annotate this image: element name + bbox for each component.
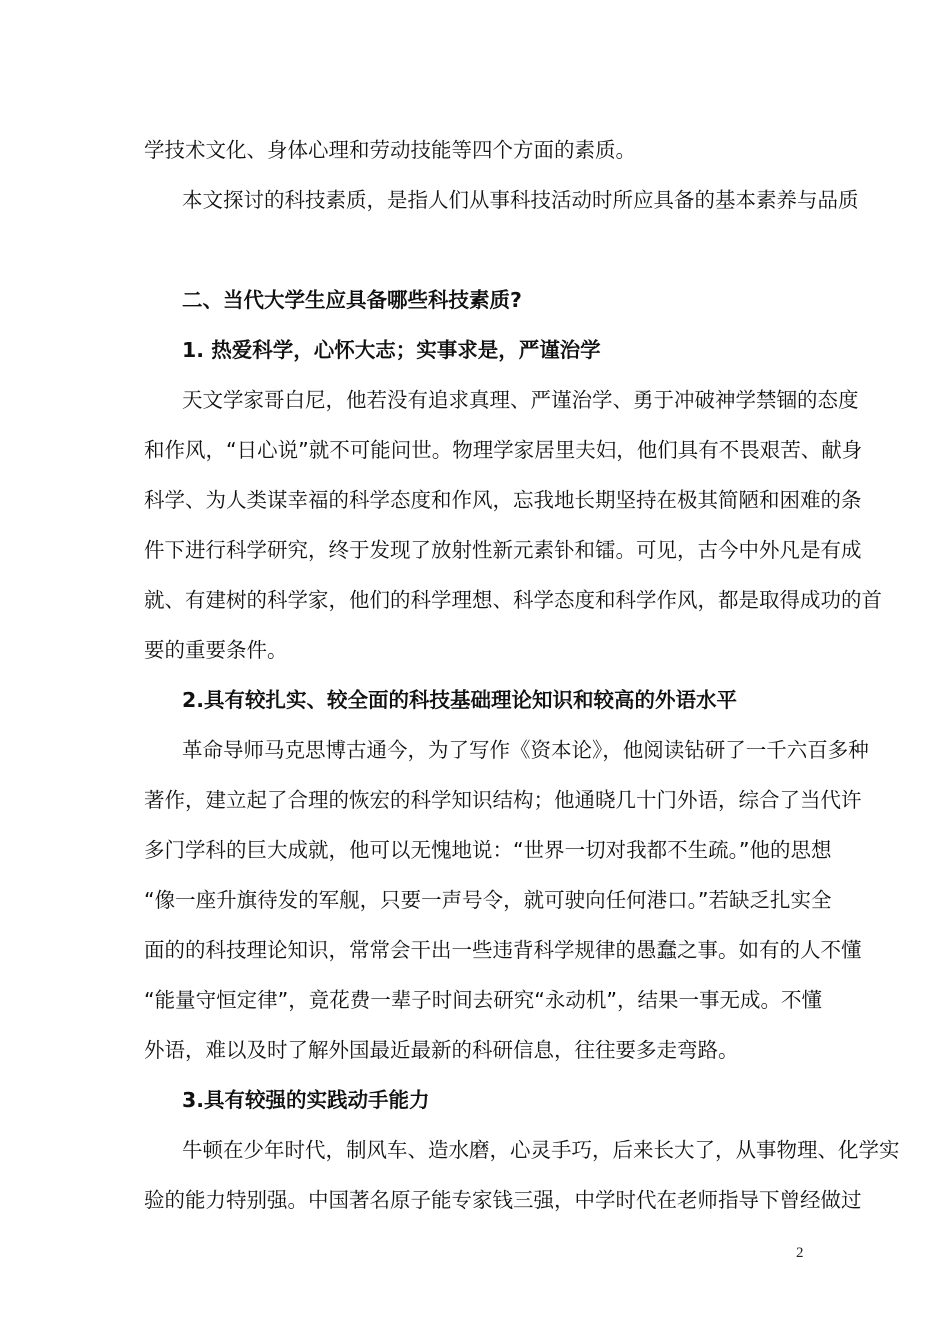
subsection-heading: 1. 热爱科学，心怀大志；实事求是，严谨治学	[182, 338, 601, 362]
paragraph-line: 外语，难以及时了解外国最近最新的科研信息，往往要多走弯路。	[144, 1038, 739, 1062]
subsection-heading: 3.具有较强的实践动手能力	[182, 1088, 430, 1112]
paragraph-line: 科学、为人类谋幸福的科学态度和作风，忘我地长期坚持在极其简陋和困难的条	[144, 488, 862, 512]
paragraph-line: 本文探讨的科技素质，是指人们从事科技活动时所应具备的基本素养与品质	[182, 188, 859, 212]
paragraph-line: 牛顿在少年时代，制风车、造水磨，心灵手巧，后来长大了，从事物理、化学实	[182, 1138, 900, 1162]
paragraph-line: 著作，建立起了合理的恢宏的科学知识结构；他通晓几十门外语，综合了当代许	[144, 788, 862, 812]
paragraph-line: “能量守恒定律”，竟花费一辈子时间去研究“永动机”，结果一事无成。不懂	[144, 988, 822, 1012]
paragraph-line: 和作风，“日心说”就不可能问世。物理学家居里夫妇，他们具有不畏艰苦、献身	[144, 438, 863, 462]
section-heading: 二、当代大学生应具备哪些科技素质?	[182, 288, 522, 312]
subsection-heading: 2.具有较扎实、较全面的科技基础理论知识和较高的外语水平	[182, 688, 738, 712]
paragraph-line: “像一座升旗待发的军舰，只要一声号令，就可驶向任何港口。”若缺乏扎实全	[144, 888, 832, 912]
paragraph-line: 验的能力特别强。中国著名原子能专家钱三强，中学时代在老师指导下曾经做过	[144, 1188, 862, 1212]
page-number: 2	[796, 1245, 804, 1261]
paragraph-line: 多门学科的巨大成就，他可以无愧地说：“世界一切对我都不生疏。”他的思想	[144, 838, 832, 862]
paragraph-line: 就、有建树的科学家，他们的科学理想、科学态度和科学作风，都是取得成功的首	[144, 588, 882, 612]
paragraph-line: 要的重要条件。	[144, 638, 288, 662]
paragraph-line: 面的的科技理论知识，常常会干出一些违背科学规律的愚蠢之事。如有的人不懂	[144, 938, 862, 962]
paragraph-line: 天文学家哥白尼，他若没有追求真理、严谨治学、勇于冲破神学禁锢的态度	[182, 388, 859, 412]
paragraph-line: 革命导师马克思博古通今，为了写作《资本论》，他阅读钻研了一千六百多种	[182, 738, 869, 762]
paragraph-line: 学技术文化、身体心理和劳动技能等四个方面的素质。	[144, 138, 636, 162]
paragraph-line: 件下进行科学研究，终于发现了放射性新元素钋和镭。可见，古今中外凡是有成	[144, 538, 862, 562]
